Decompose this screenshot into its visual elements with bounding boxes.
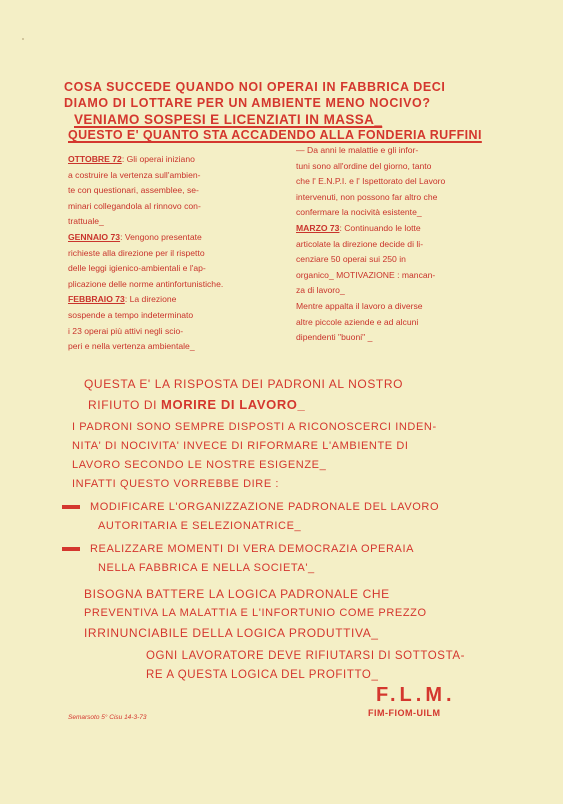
bullet-2-cont: NELLA FABBRICA E NELLA SOCIETA'_	[98, 562, 315, 574]
response-line-2a: RIFIUTO DI	[88, 398, 162, 412]
bullet-2	[62, 540, 414, 560]
bullet-1-text: MODIFICARE L'ORGANIZZAZIONE PADRONALE DEL LAVORO	[90, 501, 440, 513]
headline-line-2: DIAMO DI LOTTARE PER UN AMBIENTE MENO NOCIVO?	[64, 96, 431, 110]
padroni-line-1: I PADRONI SONO SEMPRE DISPOSTI A RICONOSCERCI INDEN-	[72, 421, 437, 433]
dash-marker	[62, 505, 80, 509]
unions-line: FIM-FIOM-UILM	[368, 708, 441, 718]
month-marzo: MARZO 73	[296, 222, 340, 233]
dash-marker	[62, 547, 80, 551]
response-line-1: QUESTA E' LA RISPOSTA DEI PADRONI AL NOSTRO	[84, 377, 404, 391]
printer-date: Semarsoto 5° Cisu 14-3-73	[68, 714, 147, 721]
morire-di-lavoro: MORIRE DI LAVORO_	[161, 397, 306, 412]
closing-line-3: IRRINUNCIABILE DELLA LOGICA PRODUTTIVA_	[84, 626, 379, 640]
headline-line-1: COSA SUCCEDE QUANDO NOI OPERAI IN FABBRICA DECI	[64, 80, 446, 94]
paper-speck	[22, 38, 24, 40]
left-para-3: : La direzione sospende a tempo indeterminato i 23 operai più attivi negli scio- peri e nella vertenza ambientale_	[68, 294, 195, 352]
closing-line-5: RE A QUESTA LOGICA DEL PROFITTO_	[146, 669, 379, 681]
right-para-1: — Da anni le malattie e gli infor- tuni sono all'ordine del giorno, tanto che l' E.N.P.I. e l' Ispettorato del Lavoro intervenuti, non possono far altro che confermare la nocività esistente_	[296, 145, 446, 218]
month-febbraio: FEBBRAIO 73	[68, 294, 125, 305]
month-gennaio: GENNAIO 73	[68, 231, 121, 242]
response-line-2	[88, 395, 305, 416]
bullet-2-text: REALIZZARE MOMENTI DI VERA DEMOCRAZIA OPERAIA	[90, 543, 415, 555]
padroni-line-2: NITA' DI NOCIVITA' INVECE DI RIFORMARE L'AMBIENTE DI	[72, 440, 409, 452]
month-ottobre: OTTOBRE 72	[68, 154, 122, 164]
padroni-line-3: LAVORO SECONDO LE NOSTRE ESIGENZE_	[72, 459, 327, 471]
closing-line-2: PREVENTIVA LA MALATTIA E L'INFORTUNIO COME PREZZO	[84, 607, 427, 619]
right-column	[296, 143, 511, 346]
bullet-1	[62, 498, 439, 518]
padroni-line-4: INFATTI QUESTO VORREBBE DIRE :	[72, 478, 280, 490]
headline-line-4: QUESTO E' QUANTO STA ACCADENDO ALLA FONDERIA RUFFINI	[68, 128, 482, 142]
left-para-2: : Vengono presentate richieste alla direzione per il rispetto delle leggi igienico-ambientali e l'ap- plicazione delle norme antinfortunistiche.	[68, 231, 224, 289]
left-para-1: : Gli operai iniziano a costruire la vertenza sull'ambien- te con questionari, assemblee, se- minari collegandola al rinnovo con- trattuale_	[68, 154, 201, 227]
right-para-2: : Continuando le lotte articolate la direzione decide di li- cenziare 50 operai sui 250 in organico_ MOTIVAZIONE : mancan- za di lavoro_ Mentre appalta il lavoro a diverse altre piccole aziende e ad alcuni dipendenti "buoni" _	[296, 222, 436, 343]
closing-line-4: OGNI LAVORATORE DEVE RIFIUTARSI DI SOTTOSTA-	[146, 650, 466, 662]
headline-line-3: VENIAMO SOSPESI E LICENZIATI IN MASSA_	[74, 112, 383, 127]
flm-logo: F.L.M.	[376, 684, 456, 706]
closing-line-1: BISOGNA BATTERE LA LOGICA PADRONALE CHE	[84, 587, 390, 601]
left-column	[68, 152, 283, 355]
bullet-1-cont: AUTORITARIA E SELEZIONATRICE_	[98, 520, 302, 532]
